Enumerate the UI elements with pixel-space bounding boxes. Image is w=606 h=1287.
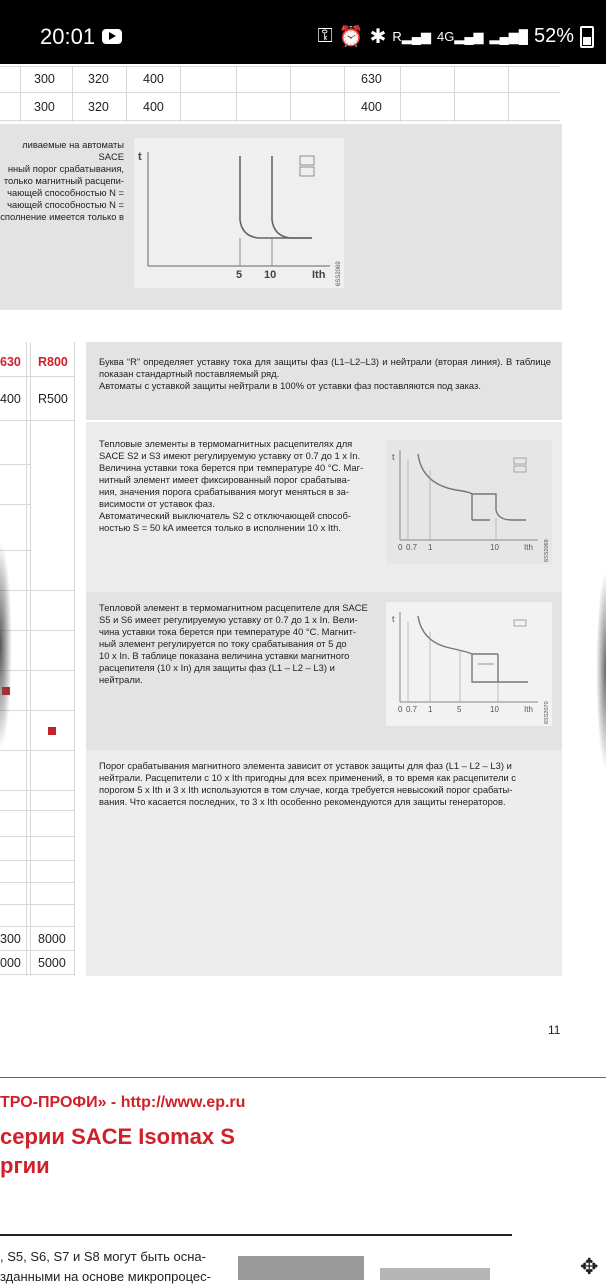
signal-4g-icon: 4G▂▄▆ (436, 29, 484, 44)
battery-icon (580, 26, 594, 48)
figure-code: 6SS2068 (544, 539, 550, 562)
table-cell: 300 (0, 932, 21, 946)
table-cell: 320 (88, 72, 109, 86)
table-cell: 300 (34, 100, 55, 114)
table-cell: 400 (143, 72, 164, 86)
figure-code: 6SS2069 (336, 261, 342, 286)
alarm-icon: ⏰ (338, 26, 364, 48)
thermal-s2s3-text: Тепловые элементы в термомагнитных расцепителях для SACE S2 и S3 имеют регулируемую уставку от 0.7 до 1 х In. Величина уставки тока берется при температуре 40 °C. Маг- нитный элемент имеет фиксированный порог срабатыва- ния, значения порога срабатывания могут меняться в за- висимости от уставок фаз. Автоматический выключатель S2 с отключающей способ- ностью S = 50 kA имеется только в исполнении 10 х Ith. (99, 438, 364, 533)
x-tick: 0.7 (406, 705, 418, 714)
site-banner-link[interactable]: ТРО-ПРОФИ» - http://www.ep.ru (0, 1094, 246, 1111)
x-axis-label: Ith (524, 543, 533, 552)
table-cell: 300 (34, 72, 55, 86)
x-tick: 0 (398, 543, 403, 552)
status-icons (317, 24, 594, 49)
table-cell: 5000 (38, 956, 66, 970)
product-image (238, 1256, 364, 1280)
x-axis-label: Ith (524, 705, 533, 714)
clock: 20:01 (40, 24, 96, 49)
trip-curve-chart-2 (386, 440, 552, 564)
x-tick: 10 (490, 543, 499, 552)
page-subtitle: ргии (0, 1153, 50, 1178)
move-icon[interactable]: ✥ (580, 1254, 599, 1279)
page-number: 11 (548, 1023, 561, 1037)
trip-curve-chart-3 (386, 602, 552, 726)
thermal-s5s6-text: Тепловой элемент в термомагнитном расцепителе для SACE S5 и S6 имеет регулируемую уставку от 0.7 до 1 х In. Вели- чина уставки тока берется при температуре 40 °C. Магнит- ный элемент регулируется по току срабатывания от 5 до 10 х In. В таблице показана величина уставки магнитного расцепителя (10 х In) для защиты фаз (L1 – L2 – L3) и нейтрали. (99, 602, 368, 685)
page-divider (0, 1077, 606, 1078)
table-cell: 400 (0, 392, 21, 406)
bluetooth-icon: ✱ (369, 26, 387, 48)
page-fold-shadow (596, 570, 606, 770)
x-tick: 10 (490, 705, 499, 714)
table-cell: 630 (361, 72, 382, 86)
magnetic-note: Порог срабатывания магнитного элемента зависит от уставок защиты для фаз (L1 – L2 – L3) и нейтрали. Расцепители с 10 х Ith пригодны для всех применений, в то время как расцепители с порогом 5 х Ith и 3 х Ith используются в том случае, когда требуется невысокий порог срабаты- вания. Что касается последних, то 3 х Ith особенно рекомендуются для защиты генераторов. (99, 760, 516, 807)
x-tick: 0.7 (406, 543, 418, 552)
page-fold-shadow (0, 540, 12, 750)
page-title: серии SACE Isomax S (0, 1124, 235, 1149)
x-tick: 5 (457, 705, 462, 714)
y-axis-label: t (138, 151, 142, 163)
x-axis-label: Ith (312, 269, 326, 281)
table-cell: R500 (38, 392, 68, 406)
y-axis-label: t (392, 614, 395, 624)
table-header-cell: R800 (38, 355, 68, 369)
y-axis-label: t (392, 452, 395, 462)
battery-percent: 52% (533, 25, 574, 47)
x-tick: 5 (236, 269, 243, 281)
table-cell: 400 (361, 100, 382, 114)
available-marker (48, 727, 56, 735)
section-rule (0, 1234, 512, 1236)
x-tick: 1 (428, 705, 433, 714)
table-cell: 8000 (38, 932, 66, 946)
r-note: Буква “R” определяет уставку тока для защиты фаз (L1–L2–L3) и нейтрали (вторая линия). В таблице показан стандартный поставляемый ряд. Автоматы с уставкой защиты нейтрали в 100% от уставки фаз поставляются под заказ. (99, 356, 551, 391)
signal-r-icon: R▂▄▆ (392, 29, 431, 44)
table-cell: 000 (0, 956, 21, 970)
status-bar (0, 0, 606, 64)
body-text: , S5, S6, S7 и S8 могут быть осна- зданными на основе микропроцес- (0, 1249, 211, 1284)
figure-code: 6SS2070 (544, 701, 550, 724)
youtube-icon (102, 29, 122, 44)
x-tick: 0 (398, 705, 403, 714)
x-tick: 10 (264, 269, 277, 281)
trip-curve-chart-1 (134, 138, 344, 288)
top-section-text: ливаемые на автоматы SACE нный порог срабатывания, только магнитный расцепи- чающей способностью N = чающей способностью N = сполнение имеется только в (0, 139, 124, 222)
x-tick: 1 (428, 543, 433, 552)
table-header-cell: 630 (0, 355, 21, 369)
table-cell: 320 (88, 100, 109, 114)
key-icon: ⚿ (317, 25, 333, 47)
signal-icon: ▂▄▆█ (489, 29, 528, 44)
table-cell: 400 (143, 100, 164, 114)
product-image (380, 1268, 490, 1280)
